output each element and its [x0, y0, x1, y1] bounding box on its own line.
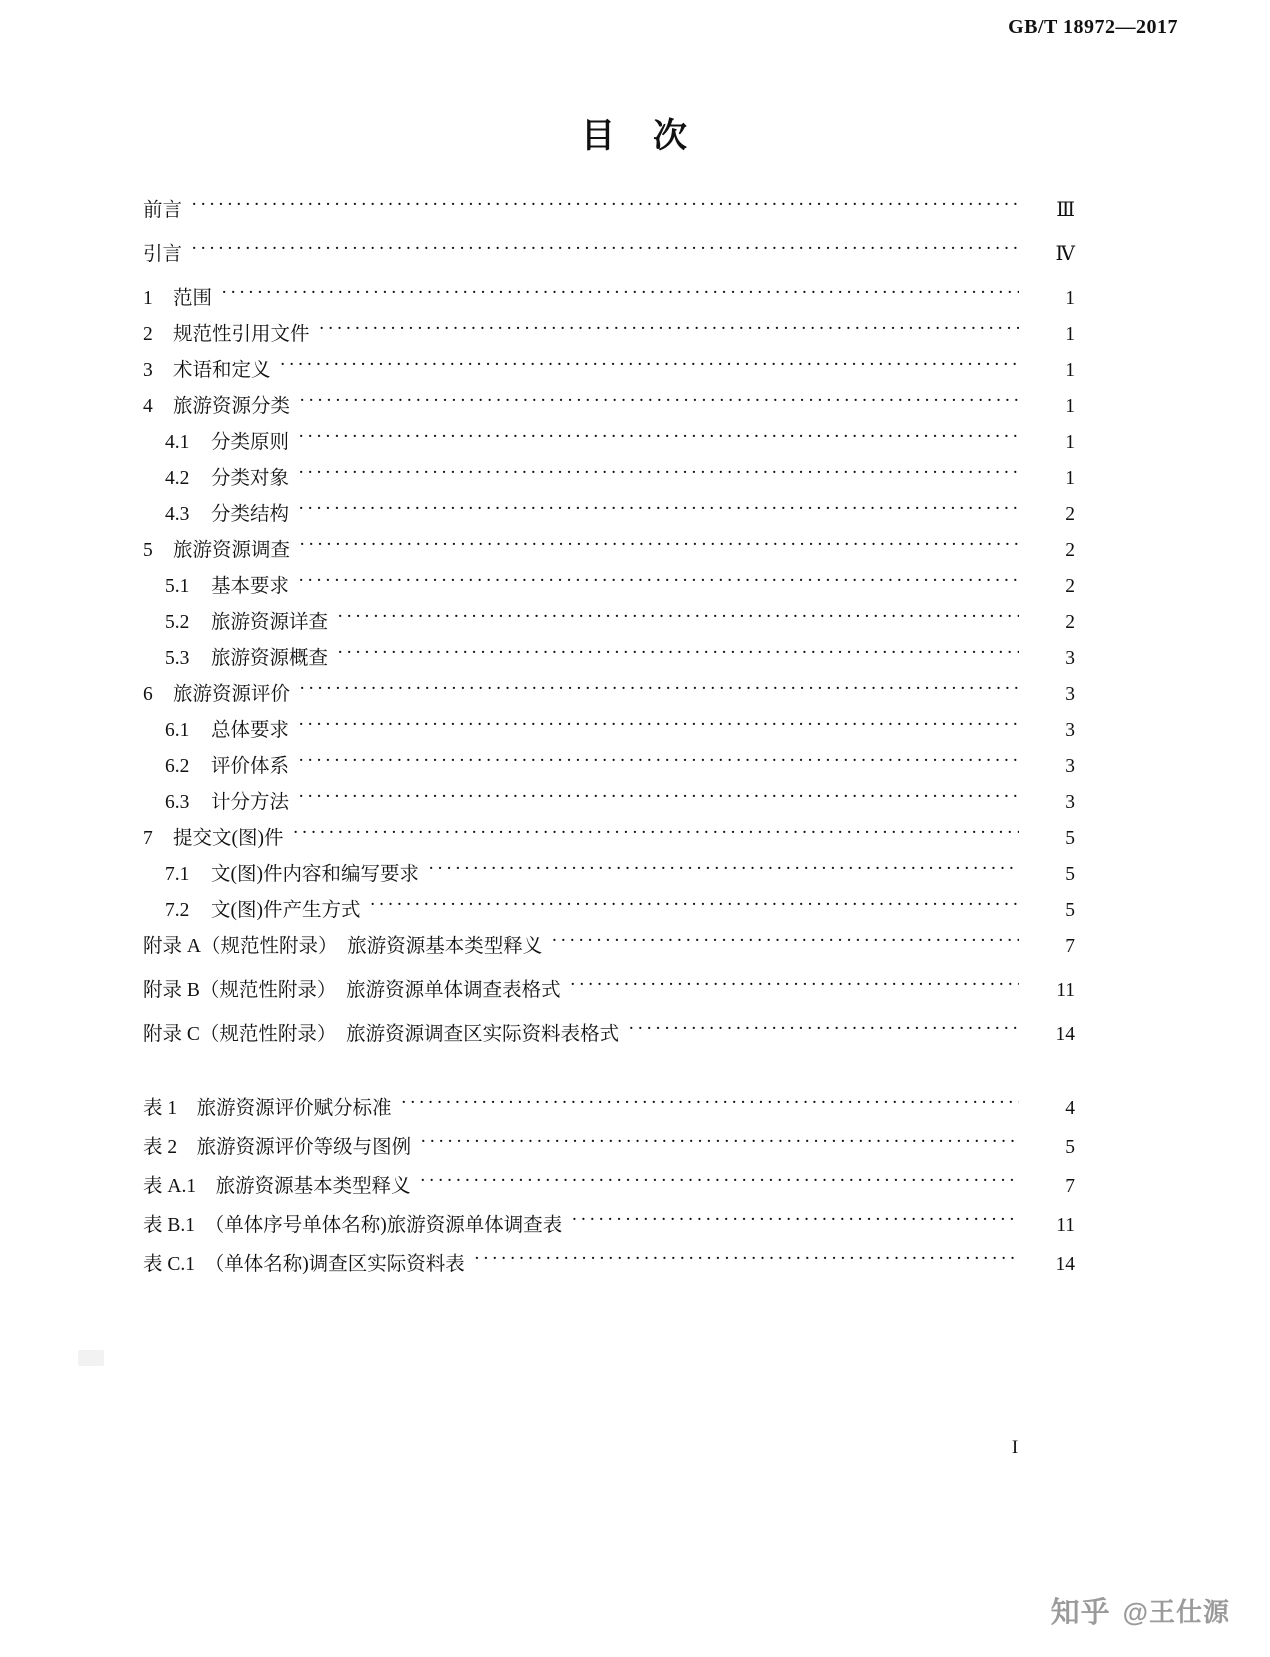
toc-clause-7.2[interactable] — [143, 896, 1075, 932]
toc-leader-dots — [298, 572, 1019, 592]
toc-entry-label: 1 范围 — [143, 287, 213, 309]
toc-entry-label: 附录 B（规范性附录） 旅游资源单体调查表格式 — [143, 979, 561, 1001]
toc-entry-page-number: 7 — [1065, 1175, 1075, 1197]
toc-clause-5.3[interactable] — [143, 644, 1075, 680]
toc-entry-label: 4.2 分类对象 — [165, 467, 290, 489]
toc-entry-label: 引言 — [143, 243, 183, 265]
toc-entry-page-number: 1 — [1065, 467, 1075, 489]
toc-clause-6.3[interactable] — [143, 788, 1075, 824]
toc-leader-dots — [420, 1172, 1019, 1192]
toc-entry-label: 6 旅游资源评价 — [143, 683, 291, 705]
toc-clause-1[interactable] — [143, 284, 1075, 320]
toc-leader-dots — [298, 428, 1019, 448]
toc-leader-dots — [298, 716, 1019, 736]
toc-entry-label: 表 A.1 旅游资源基本类型释义 — [143, 1175, 411, 1197]
toc-leader-dots — [420, 1133, 1019, 1153]
toc-entry-page-number: 3 — [1065, 755, 1075, 777]
toc-clause-7.1[interactable] — [143, 860, 1075, 896]
toc-table-4[interactable] — [143, 1250, 1075, 1289]
toc-entry-label: 附录 A（规范性附录） 旅游资源基本类型释义 — [143, 935, 543, 957]
toc-clause-5.2[interactable] — [143, 608, 1075, 644]
toc-clause-7[interactable] — [143, 824, 1075, 860]
zhihu-logo-icon: 知乎 — [1050, 1597, 1111, 1629]
toc-entry-page-number: 1 — [1065, 431, 1075, 453]
toc-entry-label: 表 B.1 （单体序号单体名称)旅游资源单体调查表 — [143, 1214, 563, 1236]
toc-clause-3[interactable] — [143, 356, 1075, 392]
toc-leader-dots — [551, 932, 1019, 952]
toc-entry-page-number: Ⅳ — [1055, 243, 1075, 265]
toc-entry-label: 附录 C（规范性附录） 旅游资源调查区实际资料表格式 — [143, 1023, 620, 1045]
toc-entry-page-number: 14 — [1055, 1253, 1075, 1275]
toc-entry-label: 4.3 分类结构 — [165, 503, 290, 525]
toc-leader-dots — [191, 240, 1019, 260]
toc-entry-page-number: 4 — [1065, 1097, 1075, 1119]
toc-annex-2[interactable] — [143, 1020, 1075, 1064]
toc-annex-1[interactable] — [143, 976, 1075, 1020]
page-folio: I — [1011, 1437, 1019, 1458]
toc-leader-dots — [298, 788, 1019, 808]
toc-clause-2[interactable] — [143, 320, 1075, 356]
page-title — [0, 108, 1270, 157]
toc-entry-label: 5.2 旅游资源详查 — [165, 611, 329, 633]
toc-entry-page-number: 2 — [1065, 575, 1075, 597]
toc-entry-label: 4.1 分类原则 — [165, 431, 290, 453]
toc-entry-page-number: 2 — [1065, 539, 1075, 561]
toc-clause-4[interactable] — [143, 392, 1075, 428]
toc-entry-page-number: 5 — [1065, 863, 1075, 885]
toc-leader-dots — [298, 464, 1019, 484]
toc-entry-page-number: 2 — [1065, 503, 1075, 525]
toc-leader-dots — [319, 320, 1019, 340]
toc-leader-dots — [280, 356, 1019, 376]
toc-clause-4.3[interactable] — [143, 500, 1075, 536]
toc-front-item-1[interactable] — [143, 240, 1075, 284]
toc-leader-dots — [571, 1211, 1019, 1231]
toc-leader-dots — [298, 752, 1019, 772]
toc-table-3[interactable] — [143, 1211, 1075, 1250]
toc-front-item-0[interactable] — [143, 196, 1075, 240]
toc-entry-page-number: 3 — [1065, 719, 1075, 741]
toc-clause-6[interactable] — [143, 680, 1075, 716]
toc-leader-dots — [299, 392, 1019, 412]
toc-entry-page-number: 11 — [1056, 979, 1075, 1001]
toc-annex-group — [143, 932, 1075, 1064]
toc-leader-dots — [570, 976, 1019, 996]
toc-leader-dots — [191, 196, 1019, 216]
table-of-contents — [143, 196, 1075, 1289]
toc-entry-page-number: 11 — [1056, 1214, 1075, 1236]
toc-block-gap — [143, 1064, 1075, 1094]
toc-entry-page-number: 1 — [1065, 359, 1075, 381]
toc-entry-label: 表 2 旅游资源评价等级与图例 — [143, 1136, 412, 1158]
toc-entry-label: 3 术语和定义 — [143, 359, 271, 381]
toc-leader-dots — [299, 680, 1019, 700]
toc-entry-label: 5.3 旅游资源概查 — [165, 647, 329, 669]
toc-entry-page-number: 3 — [1065, 683, 1075, 705]
toc-entry-page-number: 1 — [1065, 395, 1075, 417]
toc-entry-label: 2 规范性引用文件 — [143, 323, 310, 345]
toc-front-matter-group — [143, 196, 1075, 284]
toc-entry-label: 前言 — [143, 199, 183, 221]
toc-leader-dots — [370, 896, 1020, 916]
toc-entry-page-number: 1 — [1065, 287, 1075, 309]
toc-clause-4.1[interactable] — [143, 428, 1075, 464]
toc-entry-label: 表 C.1 （单体名称)调查区实际资料表 — [143, 1253, 465, 1275]
toc-entry-page-number: 7 — [1065, 935, 1075, 957]
toc-leader-dots — [474, 1250, 1019, 1270]
toc-entry-page-number: 5 — [1065, 899, 1075, 921]
toc-entry-page-number: 2 — [1065, 611, 1075, 633]
toc-entry-label: 表 1 旅游资源评价赋分标准 — [143, 1097, 392, 1119]
toc-entry-page-number: 3 — [1065, 647, 1075, 669]
toc-leader-dots — [337, 644, 1019, 664]
page-title-part1: 目 — [581, 118, 617, 155]
toc-table-2[interactable] — [143, 1172, 1075, 1211]
toc-entry-label: 5 旅游资源调查 — [143, 539, 291, 561]
toc-clause-4.2[interactable] — [143, 464, 1075, 500]
toc-leader-dots — [221, 284, 1019, 304]
toc-entry-label: 6.1 总体要求 — [165, 719, 290, 741]
toc-clause-6.2[interactable] — [143, 752, 1075, 788]
toc-leader-dots — [298, 500, 1019, 520]
toc-table-1[interactable] — [143, 1133, 1075, 1172]
toc-leader-dots — [299, 536, 1019, 556]
toc-clause-group — [143, 284, 1075, 932]
toc-clause-5[interactable] — [143, 536, 1075, 572]
toc-entry-label: 7.1 文(图)件内容和编写要求 — [165, 863, 419, 885]
toc-entry-label: 7.2 文(图)件产生方式 — [165, 899, 361, 921]
toc-clause-5.1[interactable] — [143, 572, 1075, 608]
toc-entry-label: 7 提交文(图)件 — [143, 827, 284, 849]
toc-table-list-group — [143, 1094, 1075, 1289]
toc-entry-page-number: 3 — [1065, 791, 1075, 813]
toc-leader-dots — [401, 1094, 1019, 1114]
watermark — [1051, 1590, 1230, 1631]
toc-entry-label: 5.1 基本要求 — [165, 575, 290, 597]
toc-leader-dots — [428, 860, 1019, 880]
toc-entry-page-number: Ⅲ — [1056, 199, 1075, 221]
toc-entry-label: 6.2 评价体系 — [165, 755, 290, 777]
toc-leader-dots — [293, 824, 1020, 844]
toc-entry-page-number: 14 — [1055, 1023, 1075, 1045]
toc-entry-page-number: 5 — [1065, 827, 1075, 849]
toc-leader-dots — [628, 1020, 1019, 1040]
toc-table-0[interactable] — [143, 1094, 1075, 1133]
toc-entry-label: 6.3 计分方法 — [165, 791, 290, 813]
scan-artifact — [78, 1350, 104, 1366]
toc-leader-dots — [337, 608, 1019, 628]
running-header-standard-number: GB/T 18972—2017 — [1008, 16, 1178, 38]
toc-clause-6.1[interactable] — [143, 716, 1075, 752]
toc-entry-page-number: 1 — [1065, 323, 1075, 345]
page-title-part2: 次 — [653, 118, 689, 155]
toc-entry-label: 4 旅游资源分类 — [143, 395, 291, 417]
toc-entry-page-number: 5 — [1065, 1136, 1075, 1158]
watermark-handle: @王仕源 — [1122, 1597, 1230, 1627]
toc-annex-0[interactable] — [143, 932, 1075, 976]
